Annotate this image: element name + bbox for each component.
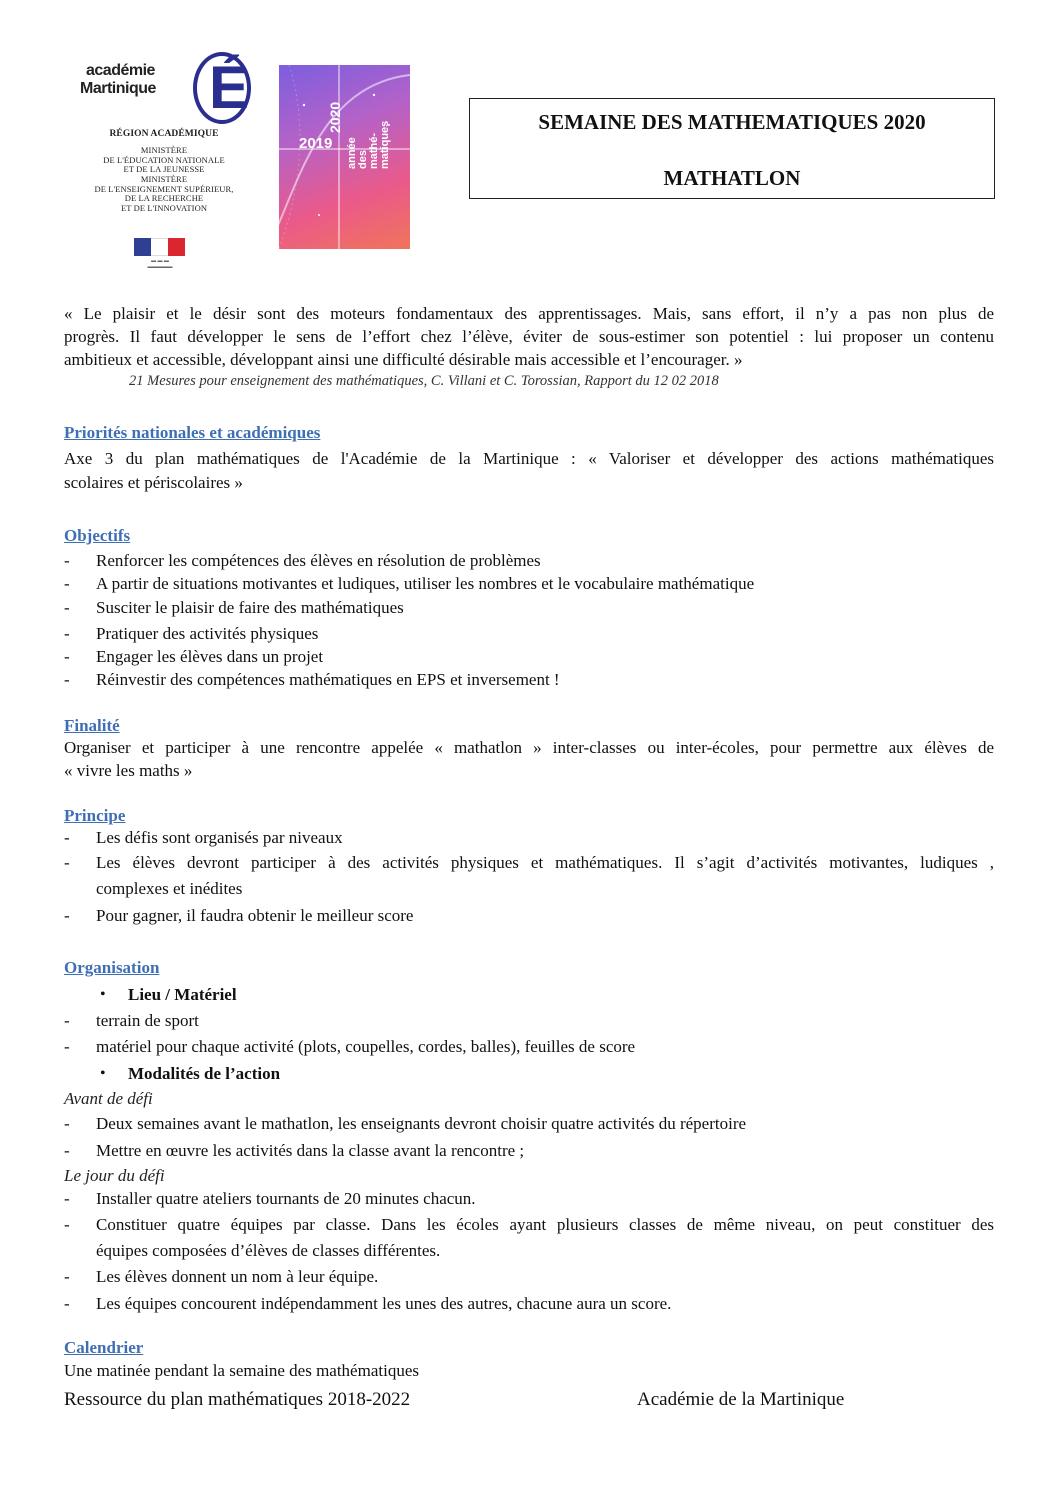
list-dash: -: [64, 1011, 70, 1030]
lieu-item: matériel pour chaque activité (plots, coupelles, cordes, balles), feuilles de score: [96, 1037, 636, 1056]
poster-caption-line: matiques: [379, 120, 391, 169]
jour-item-continued: équipes composées d’élèves de classes différentes.: [96, 1241, 441, 1260]
objectif-item: Pratiquer des activités physiques: [96, 624, 319, 643]
list-dash: -: [64, 906, 70, 925]
logo-region: RÉGION ACADÉMIQUE: [109, 129, 219, 139]
objectif-item: Engager les élèves dans un projet: [96, 647, 324, 666]
bullet-icon: •: [100, 986, 106, 1003]
logo-text-line: DE L'ÉDUCATION NATIONALE: [103, 154, 225, 165]
bullet-icon: •: [100, 1065, 106, 1082]
objectif-item: A partir de situations motivantes et ludiques, utiliser les nombres et le vocabulaire mathématique: [96, 574, 755, 593]
quote-citation: 21 Mesures pour enseignement des mathématiques, C. Villani et C. Torossian, Rapport du 12 02 2018: [129, 373, 719, 389]
quote-line: progrès. Il faut développer le sens de l’effort chez l’élève, éviter de sous-estimer son potentiel : lui proposer un contenu: [64, 327, 994, 346]
jour-item: Installer quatre ateliers tournants de 20 minutes chacun.: [96, 1189, 476, 1208]
logo-text-line: MINISTÈRE: [140, 174, 188, 184]
list-dash: -: [64, 574, 70, 593]
principe-item: Les élèves devront participer à des activités physiques et mathématiques. Il s’agit d’activités motivantes, ludiques ,: [96, 853, 994, 872]
jour-item: Constituer quatre équipes par classe. Dans les écoles ayant plusieurs classes de même niveau, on peut constituer des: [96, 1215, 994, 1234]
academie-logo: [76, 42, 252, 268]
logo-text-line: ET DE LA JEUNESSE: [123, 164, 205, 174]
list-dash: -: [64, 1141, 70, 1160]
poster-caption-line: mathé-: [368, 132, 380, 169]
lieu-item: terrain de sport: [96, 1011, 199, 1030]
republique-mark: ▬ ▬ ▬ ▬▬▬▬▬: [147, 258, 173, 270]
logo-e-letter: É: [209, 54, 250, 121]
priorites-line: Axe 3 du plan mathématiques de l'Académie de la Martinique : « Valoriser et développer des actions mathématiques: [64, 449, 994, 468]
logo-text-line: DE L'ENSEIGNEMENT SUPÉRIEUR,: [94, 183, 234, 194]
section-heading-finalite: Finalité: [64, 716, 120, 735]
list-dash: -: [64, 1189, 70, 1208]
logo-text-line: MINISTÈRE: [140, 145, 188, 155]
objectif-item: Réinvestir des compétences mathématiques en EPS et inversement !: [96, 670, 560, 689]
organisation-subheading: Modalités de l’action: [128, 1064, 281, 1083]
list-dash: -: [64, 598, 70, 617]
jour-item: Les équipes concourent indépendamment les unes des autres, chacune aura un score.: [96, 1294, 672, 1313]
principe-item-continued: complexes et inédites: [96, 879, 243, 898]
logo-ministere-2: [76, 175, 252, 213]
finalite-line: « vivre les maths »: [64, 761, 193, 780]
section-heading-organisation: Organisation: [64, 958, 160, 977]
footer-left: Ressource du plan mathématiques 2018-2022: [64, 1389, 411, 1410]
quote-line: « Le plaisir et le désir sont des moteurs fondamentaux des apprentissages. Mais, sans effort, il n’y a pas non plus de: [64, 304, 994, 323]
section-heading-objectifs: Objectifs: [64, 526, 131, 545]
finalite-line: Organiser et participer à une rencontre appelée « mathatlon » inter-classes ou inter-écoles, pour permettre aux élèves de: [64, 738, 994, 757]
avant-item: Deux semaines avant le mathatlon, les enseignants devront choisir quatre activités du répertoire: [96, 1114, 747, 1133]
list-dash: -: [64, 551, 70, 570]
principe-item: Les défis sont organisés par niveaux: [96, 828, 343, 847]
logo-text-line: ET DE L'INNOVATION: [120, 202, 208, 213]
list-dash: -: [64, 1267, 70, 1286]
section-heading-principe: Principe: [64, 806, 126, 825]
organisation-subheading: Lieu / Matériel: [128, 985, 237, 1004]
logo-e-emblem: [193, 52, 251, 124]
list-dash: -: [64, 670, 70, 689]
list-dash: -: [64, 647, 70, 666]
list-dash: -: [64, 624, 70, 643]
poster-caption-line: année: [346, 137, 358, 169]
jour-label: Le jour du défi: [64, 1166, 165, 1185]
jour-item: Les élèves donnent un nom à leur équipe.: [96, 1267, 379, 1286]
objectif-item: Susciter le plaisir de faire des mathématiques: [96, 598, 404, 617]
poster-year-2020: 2020: [327, 101, 343, 133]
principe-item: Pour gagner, il faudra obtenir le meilleur score: [96, 906, 414, 925]
poster-year-2019: 2019: [299, 135, 333, 152]
list-dash: -: [64, 1294, 70, 1313]
title-box: [469, 98, 995, 199]
objectif-item: Renforcer les compétences des élèves en résolution de problèmes: [96, 551, 541, 570]
annee-des-maths-poster: [279, 65, 410, 249]
french-flag-icon: [134, 238, 186, 256]
logo-academie-word: académie: [86, 62, 155, 79]
section-heading-priorites: Priorités nationales et académiques: [64, 423, 321, 442]
list-dash: -: [64, 828, 70, 847]
list-dash: -: [64, 1114, 70, 1133]
quote-line: ambitieux et accessible, développant ainsi une difficulté désirable mais accessible et l’encourager. »: [64, 350, 743, 369]
page-subtitle: MATHATLON: [663, 166, 801, 190]
page-title: SEMAINE DES MATHEMATIQUES 2020: [538, 110, 926, 134]
avant-label: Avant de défi: [64, 1089, 153, 1108]
priorites-line: scolaires et périscolaires »: [64, 473, 243, 492]
section-heading-calendrier: Calendrier: [64, 1338, 144, 1357]
list-dash: -: [64, 1215, 70, 1234]
poster-caption: [347, 121, 391, 169]
poster-caption-line: des: [357, 150, 369, 169]
list-dash: -: [64, 1037, 70, 1056]
logo-text-line: DE LA RECHERCHE: [124, 193, 204, 203]
logo-ministere-1: [76, 146, 252, 175]
logo-martinique-word: Martinique: [80, 80, 156, 97]
list-dash: -: [64, 853, 70, 872]
footer-right: Académie de la Martinique: [637, 1389, 845, 1410]
calendrier-text: Une matinée pendant la semaine des mathématiques: [64, 1361, 419, 1380]
avant-item: Mettre en œuvre les activités dans la classe avant la rencontre ;: [96, 1141, 525, 1160]
